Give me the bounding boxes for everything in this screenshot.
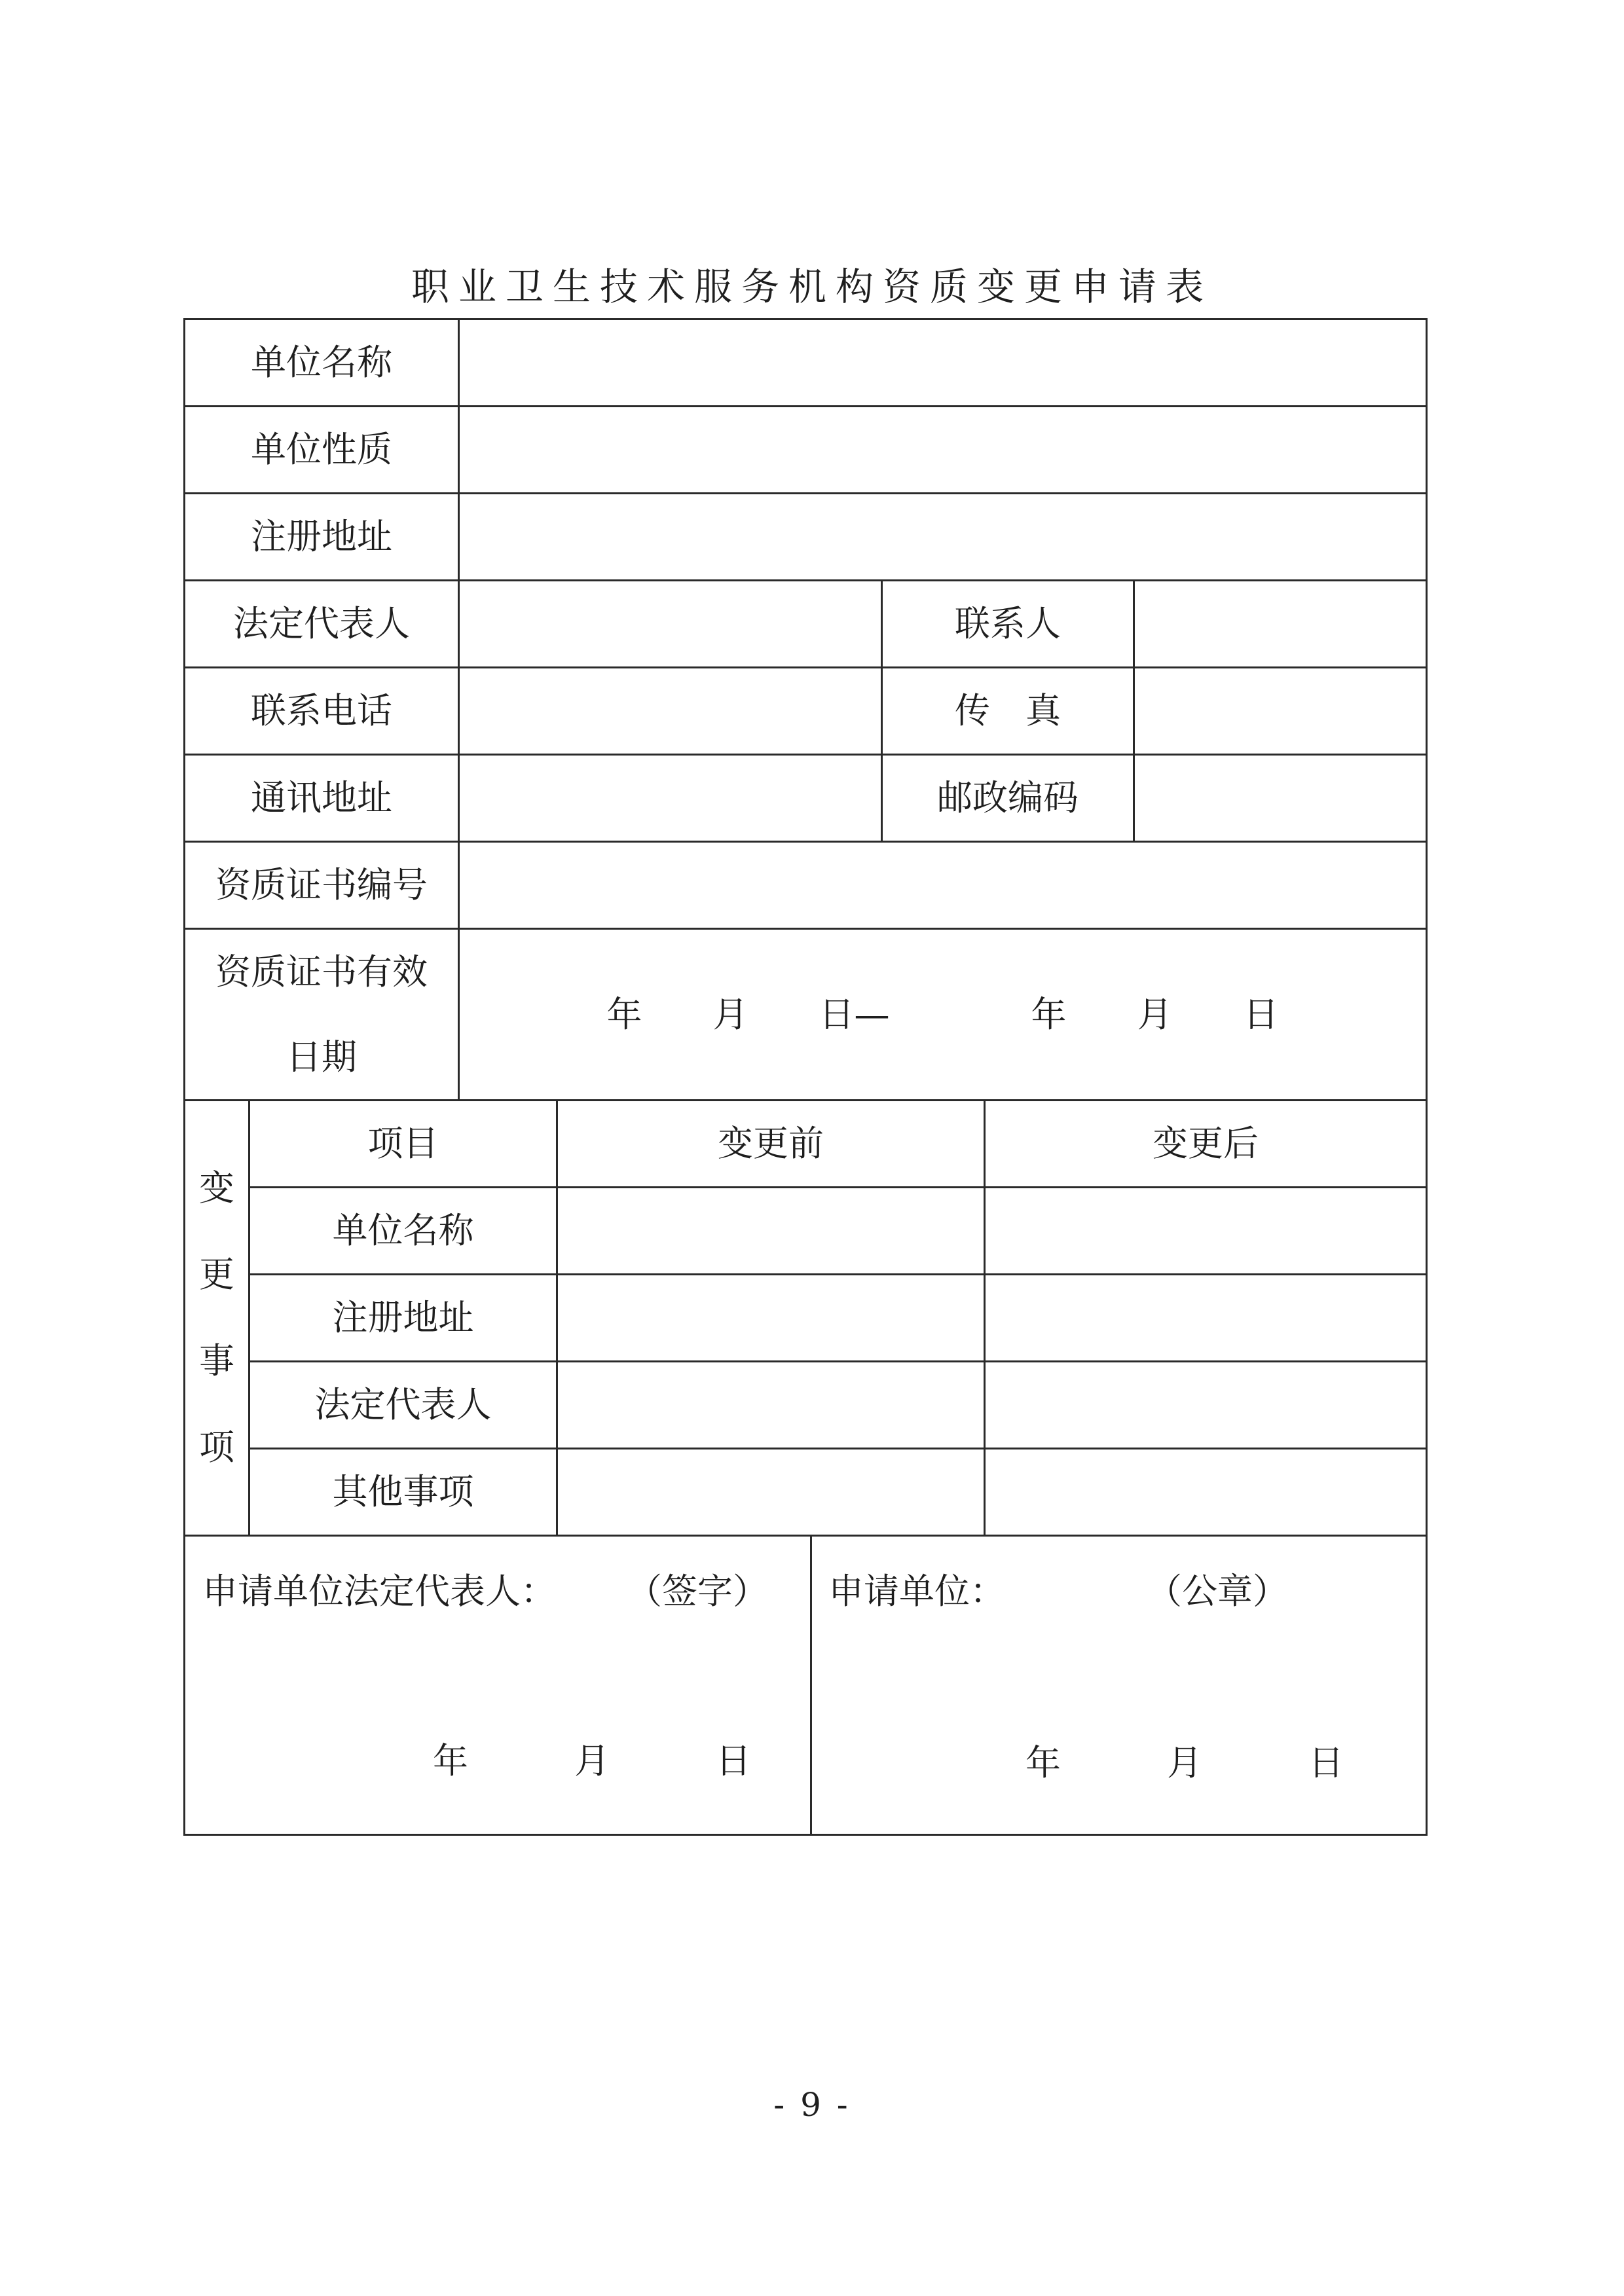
unit-name-label: 单位名称 <box>251 342 392 383</box>
change-after-field[interactable] <box>986 1188 1426 1273</box>
change-after-field[interactable] <box>986 1275 1426 1360</box>
registered-address-label: 注册地址 <box>251 516 392 557</box>
change-section-char: 事 <box>199 1340 234 1381</box>
legal-rep-field[interactable] <box>460 581 881 666</box>
change-section-label <box>185 1101 248 1535</box>
phone-field[interactable] <box>460 668 881 754</box>
change-row-label: 其他事项 <box>332 1471 474 1512</box>
change-after-field[interactable] <box>986 1449 1426 1535</box>
change-before-field[interactable] <box>558 1275 984 1360</box>
fax-label: 传 真 <box>955 690 1061 731</box>
change-section-char: 变 <box>199 1167 234 1209</box>
legal-rep-signature-label: 申请单位法定代表人： （签字） <box>202 1571 768 1612</box>
unit-seal-date: 年 月 日 <box>1025 1742 1344 1783</box>
cert-validity-dates: 年 月 日— 年 月 日 <box>606 993 1279 1035</box>
unit-name-field[interactable] <box>460 320 1426 405</box>
change-before-field[interactable] <box>558 1188 984 1273</box>
fax-field[interactable] <box>1135 668 1426 754</box>
mailing-address-field[interactable] <box>460 756 881 841</box>
change-header-before: 变更前 <box>718 1123 824 1164</box>
change-before-field[interactable] <box>558 1362 984 1448</box>
unit-seal-area[interactable] <box>812 1537 1426 1834</box>
phone-label: 联系电话 <box>251 690 392 731</box>
legal-rep-signature-area[interactable] <box>185 1537 810 1834</box>
cert-validity-field[interactable] <box>460 930 1426 1099</box>
cert-validity-label <box>198 930 445 1099</box>
registered-address-field[interactable] <box>460 494 1426 579</box>
postal-code-field[interactable] <box>1135 756 1426 841</box>
postal-code-label: 邮政编码 <box>937 777 1079 818</box>
mailing-address-label: 通讯地址 <box>251 777 392 818</box>
page-title: 职业卫生技术服务机构资质变更申请表 <box>411 264 1213 309</box>
contact-person-label: 联系人 <box>955 603 1061 644</box>
contact-person-field[interactable] <box>1135 581 1426 666</box>
change-section-char: 更 <box>199 1254 234 1295</box>
legal-rep-signature-date: 年 月 日 <box>433 1740 751 1781</box>
page-number: - 9 - <box>773 2086 851 2124</box>
change-row-label: 注册地址 <box>332 1297 474 1338</box>
change-header-item: 项目 <box>367 1123 439 1164</box>
change-header-after: 变更后 <box>1153 1123 1259 1164</box>
unit-seal-label: 申请单位： （公章） <box>828 1571 1288 1612</box>
cert-number-label: 资质证书编号 <box>215 864 428 905</box>
legal-rep-label: 法定代表人 <box>233 603 410 644</box>
cert-number-field[interactable] <box>460 843 1426 928</box>
cert-validity-label-text: 资质证书有效日期 <box>215 951 428 1078</box>
change-after-field[interactable] <box>986 1362 1426 1448</box>
change-row-label: 法定代表人 <box>314 1384 492 1425</box>
change-section-char: 项 <box>199 1427 234 1468</box>
change-before-field[interactable] <box>558 1449 984 1535</box>
application-form-table <box>183 318 1428 1836</box>
unit-nature-field[interactable] <box>460 407 1426 492</box>
unit-nature-label: 单位性质 <box>251 429 392 470</box>
change-row-label: 单位名称 <box>332 1210 474 1251</box>
